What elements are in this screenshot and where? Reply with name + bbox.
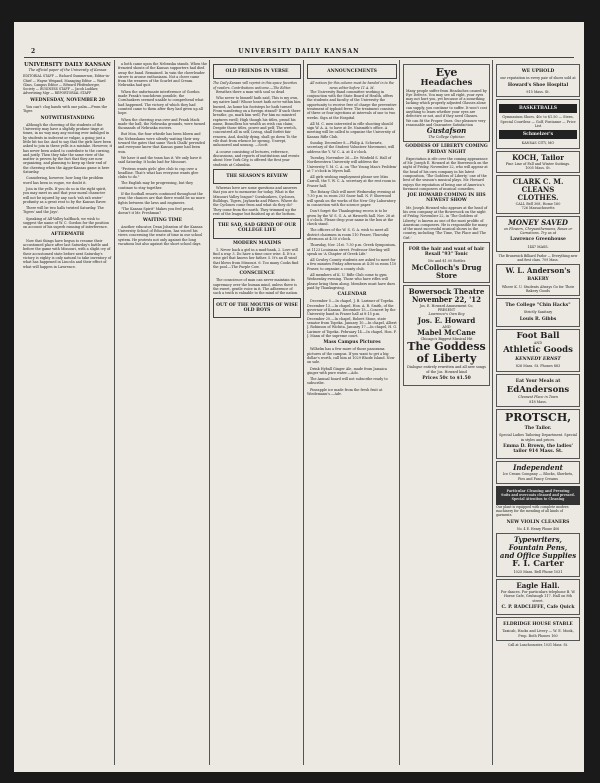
- money-saved-ad: [496, 216, 580, 252]
- football-heading: Foot Ball: [516, 330, 560, 341]
- editorial-para: If the football resorts continued throughout the year, the chances are that there would be no more fights between the laws and engineers.: [118, 192, 205, 205]
- announcement: Sunday, December 8.—Philip A. Schwartz, secretary of the Student Volunteer Movement, will address the Y. W. C. A. at 4 o'clock.: [307, 141, 395, 154]
- eat-addr: 818 Mass.: [529, 399, 547, 404]
- protsch-heading: PROTSCH,: [504, 411, 572, 425]
- eye-ad-body: Many people suffer from Headaches caused by Eye Defects. You may see all right, your eyes may not hurt you, yet because of a something lacking which properly adjusted Glasses alone can supply, you continue to suffer. It won't cost anything to learn whether your eyes are defective or not, and if they need Glasses.: [406, 88, 487, 119]
- season-para: Whereas here are some questions and answers that you are to memorize for today. What is the Missouri Valley league? Cornhuskers, Cyclones, Bulldogs, Tigers, Jayhawks and Pikers. Where do the Cyclones come from and what do they do? They come from the north. They trimmed up the rest of the league but finished up at the bottom.: [213, 186, 298, 216]
- announcements-note: All notices for this column must be handed in to the news editor before 11 A. M.: [310, 81, 394, 90]
- column-5: [403, 62, 490, 767]
- clark-phone: CALL Bell 308, Home 160: [515, 202, 561, 207]
- heading-waiting-time: WAITING TIME: [142, 217, 183, 223]
- eat-body: Cleanest Place in Town: [518, 395, 558, 400]
- shoe-hospital-ad: [496, 64, 580, 97]
- column-rule: [399, 60, 400, 765]
- eagle-brand: C. P. RADCLIFFE, Cafe Quick: [501, 604, 575, 610]
- announcement: Thursday, Nov. 21st. 7:30 p.m. Greek Symposium, at 1123 Louisiana street. Professor Sterling will speak on 'A Chapter of Greek Life.': [307, 243, 396, 256]
- eldridge-ad: [496, 617, 580, 641]
- editorial-para: Now that things have begun to resume their accustomed place after last Saturday's battle and before the game with Missouri, with a slight cry of their accustomed state before next Saturday's victory is eighty is only natural to take inventory of what has happened in Lincoln and their effect of what will happen in Lawrence.: [23, 238, 112, 269]
- editorial-para: The English may be progressing, but they continue to stay together.: [118, 181, 193, 190]
- advert-line: Pineapple ice made from the fresh fruit at Wiedemann's.—Adv.: [307, 387, 383, 397]
- calendar-para: December 5.—In chapel, J. B. Larimer of Topeka. December 13.—In chapel, Hon. A. R. Smith, of the governor of Kansas. December 15.—Concert by the University band in Fraser hall at 8:15 p.m. December 20.—In chapel, Robert Stone, state senator from Topeka. January 10.—In chapel, Albert J. Robinson of Wichita. January 17.—In chapel, H. G. Larimer of Topeka. February 14.—In chapel, Hon. F. J. Mann of the supreme court.: [307, 299, 397, 338]
- billiard-ad: The Brunswick Billiard Parlor — Everything new and first class. 709 Mass.: [498, 253, 578, 263]
- anderson-body: Where K. U. Students Always Go for Their Bakery Goods: [501, 284, 575, 293]
- money-body: on Flowers, Chrysanthemums, Roses or Carnations. Try us at: [503, 226, 573, 236]
- football-heading-2: Athletic Goods: [503, 344, 573, 355]
- eye-headaches-ad: [403, 64, 490, 142]
- heading-sad-grind: THE SAD, SAD GRIND OF OUR COLLEGE LIFE: [218, 223, 296, 234]
- basketballs-heading: BASKETBALLS: [499, 104, 577, 113]
- eat-brand: EdAndersons: [506, 384, 570, 395]
- eye-ad-heading-2: Headaches: [420, 78, 473, 88]
- editorial-para: When the unfortunate interference of Gordon made Frank's touchdown possible, the Cornhuskers seemed unable to comprehend what had happened. The victory of which they had counted came to them after they had given up all hope.: [118, 89, 204, 116]
- shoe-ad-heading: WE UPHOLD: [521, 69, 555, 74]
- clark-ad: [496, 175, 580, 214]
- quote-para: "Proteus wants girls' glee club to cup over a headline. That's what has everyone wants glee clubs to do.": [118, 166, 199, 180]
- ice-cream-ad: [496, 461, 580, 484]
- basketballs-brand: Schmelzer's: [499, 130, 577, 139]
- masthead-rule: [24, 57, 574, 58]
- football-brand: KENNEDY ERNST: [515, 357, 561, 363]
- announcement: The Botany Club will meet Wednesday evening at 7:30 p.m. in room 203 Snow hall. N. P. Sherwood will speak on the works of the New City Laboratory in connection with the science paper.: [307, 190, 396, 207]
- maxims-para: 1. Never back a girl in a mud-bank, 2. Love will find a way. 3. Do have a time once wise. 4. It's a wise girl that knows her father. 5. It's an ill wind that blows from Missouri. 6. Too many Cooks find the pool.—The Purple Cow.: [213, 247, 299, 269]
- clark-addr: 726 Massachusetts: [521, 206, 555, 211]
- bowersock-and: AND: [442, 324, 451, 329]
- joe-howard-para: Mr. Joseph Howard who appears at the head of his own company at the Bowersock on the night of Friday, November 22, in 'The Goddess of Liberty,' is known as one of the most prolific of American composers. He is responsible for many of the most successful musical shows in the country, including 'The Time, The Place and The Girl.': [403, 205, 488, 240]
- note-para: A course consisting of lectures, reference, discussions, and reports of institutions and events about New York City, is offered the first year students at Columbia.: [213, 149, 300, 167]
- koch-heading: KOCH, Tailor: [512, 152, 564, 162]
- masthead: UNIVERSITY DAILY KANSAN: [238, 48, 360, 55]
- eagle-body: For dances. For particulars telephone B. W. Horne Cafe, Grubaugh 117. Hall on 8th street.: [500, 589, 576, 603]
- bowersock-jos: Jos. E. Howard: [417, 315, 476, 325]
- protsch-ad: [496, 409, 580, 459]
- announcement: Don't forget the Thanksgiving recess is to be given by the W. S. G. A. at Haworth hall. Nov. 26 at 8 o'clock. Please drop your name in the box at the check stand.: [307, 209, 395, 227]
- announcement: The University Band committee working in conjunction with the State Board of Health, offers the students and faculty of the University the opportunity to receive free of charge the preventive treatment of typhoid fever. The treatment consists of three or four injections at intervals of one to two weeks. Sign at the Hospital.: [307, 89, 397, 120]
- clark-heading: CLARK C. M.: [512, 177, 564, 187]
- column-1: [23, 62, 112, 767]
- cleaning-heading: Particular Cleaning and Pressing: [506, 488, 570, 493]
- protsch-body: Special Ladies Tailoring Department. Special in styles and prices.: [499, 433, 577, 442]
- staff-box: EDITORIAL STAFF — Richard Gummerson, Editor-in-Chief — Wayne Weigand, Managing Editor — Ward Glass, Campus Editor — Edward Pfeifenberger, Society — BUSINESS STAFF — Jacob Ludiker, Advertising Mgr — REPORTORIAL STAFF: [23, 74, 110, 96]
- editorial-para: There will be two halls twisted Saturday. The Tigers' and the Jays'.: [23, 206, 104, 215]
- announcement: All M. C. men interested in rifle shooting should sign W. A. A. to have at Dr. Naismith's office. A meeting will be called to organize the University of Kansas Rifle Club.: [307, 121, 396, 139]
- football-and: AND: [533, 341, 543, 346]
- goddess-para: Expectation is rife over the coming appearance of Mr. Joseph E. Howard at the Bowersock on the night of Friday, November 22, who will appear at the head of his own company in his latest composition, 'The Goddess of Liberty,' one of the best of the season's musical plays. Mr. Howard enjoys the reputation of being one of America's foremost composers of musical comedies.: [403, 156, 489, 191]
- basketballs-body: Gymnasium Shoes, 40c to $1.50 — Stern, Special Courtless — Golf, Fontanne — Price List: [500, 115, 576, 128]
- announcement: The officers of the W. S. G. A. wish to meet all district chairmen in room 110 Fraser, Thursday afternoon at 4:30 o'clock.: [307, 228, 389, 241]
- shoe-ad-body: our reputation in every pair of shoes sold at: [500, 76, 576, 81]
- editorial-para: Join in the yells. If you do so in the right spirit, you may meet us and that your moral character will not be injured by any such 'rah rah water' profanity as a great rent to by the Kansas Eaver.: [23, 186, 107, 204]
- bowersock-present: PRESENT: [437, 308, 456, 313]
- football-ad: [496, 329, 580, 372]
- money-heading: MONEY SAVED: [508, 217, 568, 227]
- heading-calendar: CALENDAR: [337, 292, 367, 298]
- advert-line: Drink Hyball Ginger Ale, made from Jamaica ginger with pure water.—Ado.: [307, 366, 387, 375]
- eye-ad-body-2: We can fit the Proper Ones. Our pleasure very reasonable and Guarantee Satisfaction: [406, 118, 486, 127]
- bowersock-prices: Prices 50c to $1.50: [422, 375, 471, 381]
- shoe-ad-addr: 915 Mass. St.: [526, 89, 550, 94]
- koch-addr: 1005 Mass. St.: [525, 165, 551, 170]
- eldridge-body: Taxicab, Hacks and Livery — W. E. Monk, Prop. Both Phones 160: [502, 629, 574, 638]
- editorial-para: Another educator, Dean Johnston of the Kansas University School of Education, has voiced his views concerning the waste of time in our school system. He protests not only against the long vacations but also against the short school days.: [118, 224, 203, 246]
- chin-hacks-heading: The College "Chin Hacks": [505, 303, 571, 309]
- column-rule: [209, 60, 210, 765]
- eye-ad-brand: Gustafson: [426, 126, 467, 136]
- clark-heading-3: CLOTHES.: [517, 193, 559, 203]
- heading-joe-howard: JOE HOWARD COMING IN HIS NEWEST SHOW: [407, 193, 486, 204]
- column-rule: [303, 60, 304, 765]
- quote-para: "The Kansas Spirit" Makes you feel proud, doesn't it Mr. Freshman?: [118, 206, 194, 216]
- editorial-para: Although the cheering of the students of the University may have a slightly profane tinge at times, in no way may any rooting ever indulged in by students in indecent or vulgar, a going just a little bit too far. And to say that the girls have been asked to join in these yells is a mistake. However, it has never been asked to contribute to the cursing, and justly. Then they take the same view of the matter is proven by the fact that they are now organizing, and planning to keep up their end of the cheering when the Aggie-Kansas game is here Saturday.: [23, 122, 112, 175]
- bowersock-show-title-2: of Liberty: [416, 352, 477, 366]
- announcement: All girls wishing employment please see Miss Carroll, the Y. W. C. A. secretary at the rest room in Fraser hall.: [307, 175, 396, 188]
- heading-season-review: THE SEASON'S REVIEW: [226, 173, 288, 179]
- eye-ad-heading: Eye: [435, 66, 458, 79]
- typewriters-ad: [496, 533, 580, 577]
- page-number: 2: [31, 48, 36, 55]
- heading-aftermath: AFTERMATH: [50, 231, 85, 237]
- heading-goddess: GODDESS OF LIBERTY COMING FRIDAY NIGHT: [405, 144, 488, 155]
- advert-line: The Annual board will not subscribe ready to subscribe.: [307, 377, 388, 386]
- old-friends-note: The Daily Kansan will reprint in this space favorites of readers. Contributions welcome.—The Editor.: [213, 81, 297, 90]
- conscience-para: The conscience of man can never maintain its supremacy over the human mind, unless there is the sweet, gentle voice in it. The adherence of such a truth is valuable to the mind of the nation.: [213, 278, 299, 296]
- tagline: The official paper of the University of Kansas: [28, 68, 107, 72]
- protsch-sub: The Tailor.: [524, 426, 552, 432]
- column-2: [118, 62, 207, 767]
- bowersock-company: Jos. E. Howard Amusement Co.: [419, 303, 474, 308]
- bowersock-show-title: The Goddess: [407, 340, 486, 354]
- bowersock-date: November 22, '12: [412, 294, 481, 304]
- hair-ad-body: 50c and $1.00 Bottles: [427, 259, 466, 264]
- shoe-ad-brand: Howard's Shoe Hospital: [507, 82, 569, 88]
- clark-heading-2: CLEANS: [521, 185, 555, 195]
- money-brand: Lawrence Greenhouse: [510, 237, 566, 243]
- koch-body: Fine Line of Fall and Winter Suitings.: [505, 161, 571, 166]
- eat-heading: Eat Your Meals at: [515, 378, 561, 384]
- carter-heading: F. I. Carter: [512, 559, 564, 570]
- eye-ad-sub: The College Optician: [428, 135, 465, 140]
- heading-mass-pictures: Mass Campus Pictures: [323, 340, 381, 346]
- lead-para: You can't clog hands with one palm.—From the Tiger.: [23, 104, 108, 114]
- anderson-heading-2: BAKERY: [527, 277, 549, 283]
- announcement: All members of K. U. Rifle Club come to gym Wednesday evening. Those who have rifles will please bring them along. Members must have dues paid by Thanksgiving.: [307, 273, 396, 290]
- emma-brown: Emma D. Brown, the ladies' tailor 914 Mass. St.: [503, 443, 573, 455]
- chin-hacks-brand: Louis R. Gibbs: [519, 316, 557, 322]
- bowersock-title: Bowersock Theatre: [408, 286, 485, 296]
- typewriters-heading: Typewriters,: [514, 535, 562, 545]
- bowersock-chicago: Chicago's Biggest Musical Hit: [420, 336, 473, 341]
- cleaning-ad: [496, 486, 580, 505]
- hair-ad-heading: FOR the hair and want of hair Rexall "93" Tonic: [408, 247, 485, 258]
- ice-cream-body: Ice Cream Company — Blocks, Sherbets, Pies and Fancy Creams: [502, 472, 574, 481]
- column-rule: [492, 60, 493, 765]
- heading-modern-maxims: MODERN MAXIMS: [233, 240, 281, 246]
- cleaning-body: Suits and overcoats cleaned and pressed. Special Attention to Cleaning: [501, 493, 575, 502]
- announcement: Tuesday, November 26.—Dr. Winfield S. Hall of Northwestern University will address the University Y. M. C. A. on 'The Young Man's Problem' at 7 o'clock in Myers hall.: [307, 155, 397, 173]
- bowersock-ad: [403, 285, 490, 386]
- editorial-para: Speaking of All-Valley halfback, we wish to suggest the name of W. C. Gordon for the position on account of his superb running of interference.: [23, 216, 109, 230]
- column-rule: [114, 60, 115, 765]
- editorial-para: When the cheering was over and Frank Mack made the ball, the Nebraska grounds, were turned thousands of Nebraska rooters.: [118, 117, 206, 131]
- eagle-heading: Eagle Hall.: [516, 580, 560, 590]
- mass-pictures-para: Wilhelm has a few more of those panorama pictures of the campus. If you want to get a big dollar's worth, call him at 1029 Rhode Island. Now on sale.: [307, 347, 395, 365]
- poem-text: Who never to himself hath said, This is my own, my native land! Whose heart hath ne'er within him burned, As home his footsteps he hath turned From wandering on a foreign strand? If such there breathe, go, mark him well; For him no minstrel raptures swell; High though his titles, proud his name, Boundless his wealth as wish can claim; Despite those titles, power and pelf, The wretch, concentred all in self, Living, shall forfeit fair renown, And, doubly dying, shall go down To the vile dust from whence he sprung, Unwept, unhonored and unsung. —Scott.: [213, 96, 301, 148]
- announcement: All Cowley County students are asked to meet for a few minutes Friday afternoon at 4:30 in room 110 Fraser, to organize a county club.: [307, 258, 397, 271]
- issue-date: WEDNESDAY, NOVEMBER 20: [30, 97, 105, 103]
- typewriters-heading-2: Fountain Pens,: [508, 543, 568, 553]
- heading-conscience: CONSCIENCE: [239, 271, 275, 277]
- violin-heading: NEW VIOLIN CLEANERS: [506, 519, 570, 525]
- football-addr: 826 Mass. St. Phones 883: [515, 364, 561, 369]
- eat-meals-ad: [496, 374, 580, 407]
- anderson-heading: W. L. Anderson's: [505, 266, 571, 276]
- newspaper-page: [14, 22, 584, 772]
- ice-cream-heading: Independent: [513, 463, 563, 473]
- anderson-bakery-ad: [496, 264, 580, 296]
- basketballs-ad: [496, 99, 580, 149]
- nameplate: UNIVERSITY DAILY KANSAN: [24, 62, 111, 68]
- bowersock-fav: Lawrence's Own Boy: [428, 312, 465, 317]
- chin-hacks-ad: [496, 298, 580, 327]
- eldridge-heading: ELDRIDGE HOUSE STABLE: [503, 622, 573, 628]
- heading-announcements: ANNOUNCEMENTS: [327, 69, 377, 74]
- koch-ad: [496, 151, 580, 174]
- eagle-hall-ad: [496, 579, 580, 615]
- column-3: [213, 62, 301, 767]
- plant-note: Our plant is equipped with complete modern machinery for the mending of all kinds of garments.: [496, 504, 569, 518]
- heading-notwithstanding: NOTWITHSTANDING: [40, 115, 95, 121]
- hair-tonic-ad: [403, 242, 490, 283]
- editorial-para: But Mon, the four whistle has been blown and the Nebraskans were silently waiting their way toward the gates that same 'Rock Chalk' pervaded and everyone knew that Kansas game had been won.: [118, 132, 205, 154]
- column-4: [307, 62, 397, 767]
- violin-body: No. 4 E. Henry Phone 406: [516, 526, 560, 531]
- poem-title: Breathes there a man with soul so dead: [216, 89, 285, 94]
- heading-old-friends: OLD FRIENDS IN VERSE: [225, 69, 289, 74]
- hair-ad-brand: McColloch's Drug Store: [411, 262, 482, 280]
- heading-wise-old-boys: OUT OF THE MOUTHS OF WISE OLD BOYS: [216, 302, 298, 313]
- lunch-note: Call at Lunchcounter, 1031 Mass. St.: [508, 642, 568, 647]
- basketballs-city: KANSAS CITY, MO: [521, 141, 555, 146]
- column-6: [496, 62, 580, 767]
- editorial-para: We have it and the team has it. We only have it said Saturday. It looks bad for Missouri.: [118, 155, 202, 165]
- typewriters-heading-3: and Office Supplies: [499, 551, 577, 561]
- money-phone: 1447 MASS.: [527, 244, 549, 249]
- bowersock-mabel: Mabel McCane: [417, 327, 476, 337]
- chin-hacks-body: Strictly Sanitary: [523, 310, 553, 315]
- bowersock-foot: Dialogue entirely rewritten and all new songs of the Jos. Howard kind: [407, 365, 486, 374]
- editorial-para: a both came upon the Nebraska stands. When the frenzied shouts of the Kansas supporters had died away the band. Remained. In vain the cheerleader strove to arouse enthusiasm. Not a cheer came from the wearers of the Scarlet and Cream. Nebraska had quit.: [118, 62, 207, 88]
- carter-addr: 1025 Mass. Bell Phone 1031: [513, 569, 563, 574]
- editorial-para: Considering, however, how long the problem word has been in vogue, we doubt it.: [23, 176, 104, 185]
